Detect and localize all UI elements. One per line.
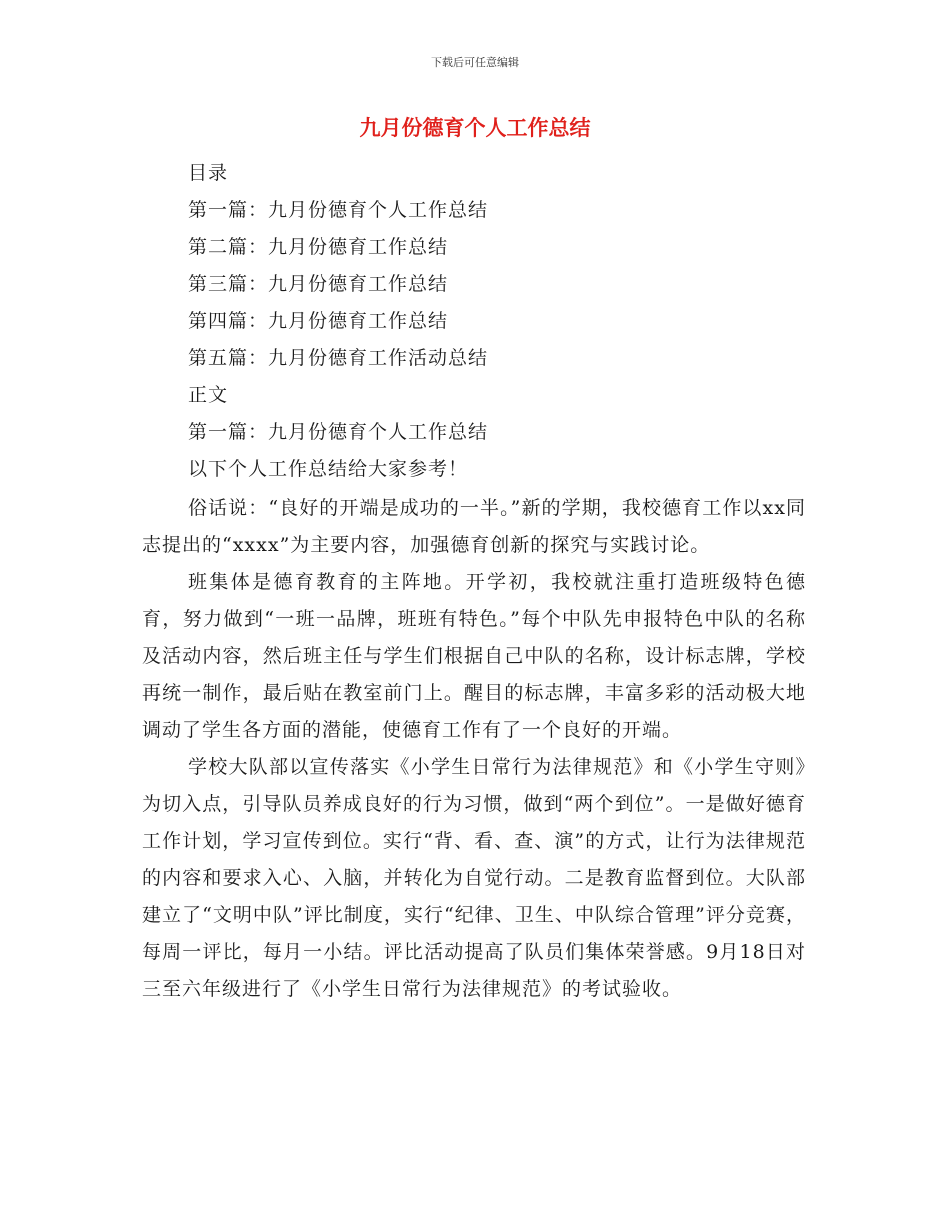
- chapter-heading: 第一篇：九月份德育个人工作总结: [188, 421, 489, 443]
- toc-item: 第五篇：九月份德育工作活动总结: [188, 347, 489, 369]
- document-title: 九月份德育个人工作总结: [359, 116, 591, 140]
- body-text: [142, 490, 806, 1008]
- toc-heading: 目录: [188, 162, 229, 184]
- table-of-contents: [188, 155, 828, 488]
- header-note: 下载后可任意编辑: [431, 56, 519, 69]
- toc-item: 第三篇：九月份德育工作总结: [188, 273, 449, 295]
- paragraph: 学校大队部以宣传落实《小学生日常行为法律规范》和《小学生守则》为切入点，引导队员养成良好的行为习惯，做到“两个到位”。一是做好德育工作计划，学习宣传到位。实行“背、看、查、演”的方式，让行为法律规范的内容和要求入心、入脑，并转化为自觉行动。二是教育监督到位。大队部建立了“文明中队”评比制度，实行“纪律、卫生、中队综合管理”评分竞赛，每周一评比，每月一小结。评比活动提高了队员们集体荣誉感。9月18日对三至六年级进行了《小学生日常行为法律规范》的考试验收。: [142, 756, 806, 1000]
- body-heading: 正文: [188, 384, 229, 406]
- paragraph: 俗话说：“良好的开端是成功的一半。”新的学期，我校德育工作以xx同志提出的“xxxx”为主要内容，加强德育创新的探究与实践讨论。: [142, 497, 806, 556]
- intro-line: 以下个人工作总结给大家参考！: [188, 458, 469, 480]
- toc-item: 第二篇：九月份德育工作总结: [188, 236, 449, 258]
- paragraph: 班集体是德育教育的主阵地。开学初，我校就注重打造班级特色德育，努力做到“一班一品牌，班班有特色。”每个中队先申报特色中队的名称及活动内容，然后班主任与学生们根据自己中队的名称，设计标志牌，学校再统一制作，最后贴在教室前门上。醒目的标志牌，丰富多彩的活动极大地调动了学生各方面的潜能，使德育工作有了一个良好的开端。: [142, 571, 806, 741]
- toc-item: 第四篇：九月份德育工作总结: [188, 310, 449, 332]
- toc-item: 第一篇：九月份德育个人工作总结: [188, 199, 489, 221]
